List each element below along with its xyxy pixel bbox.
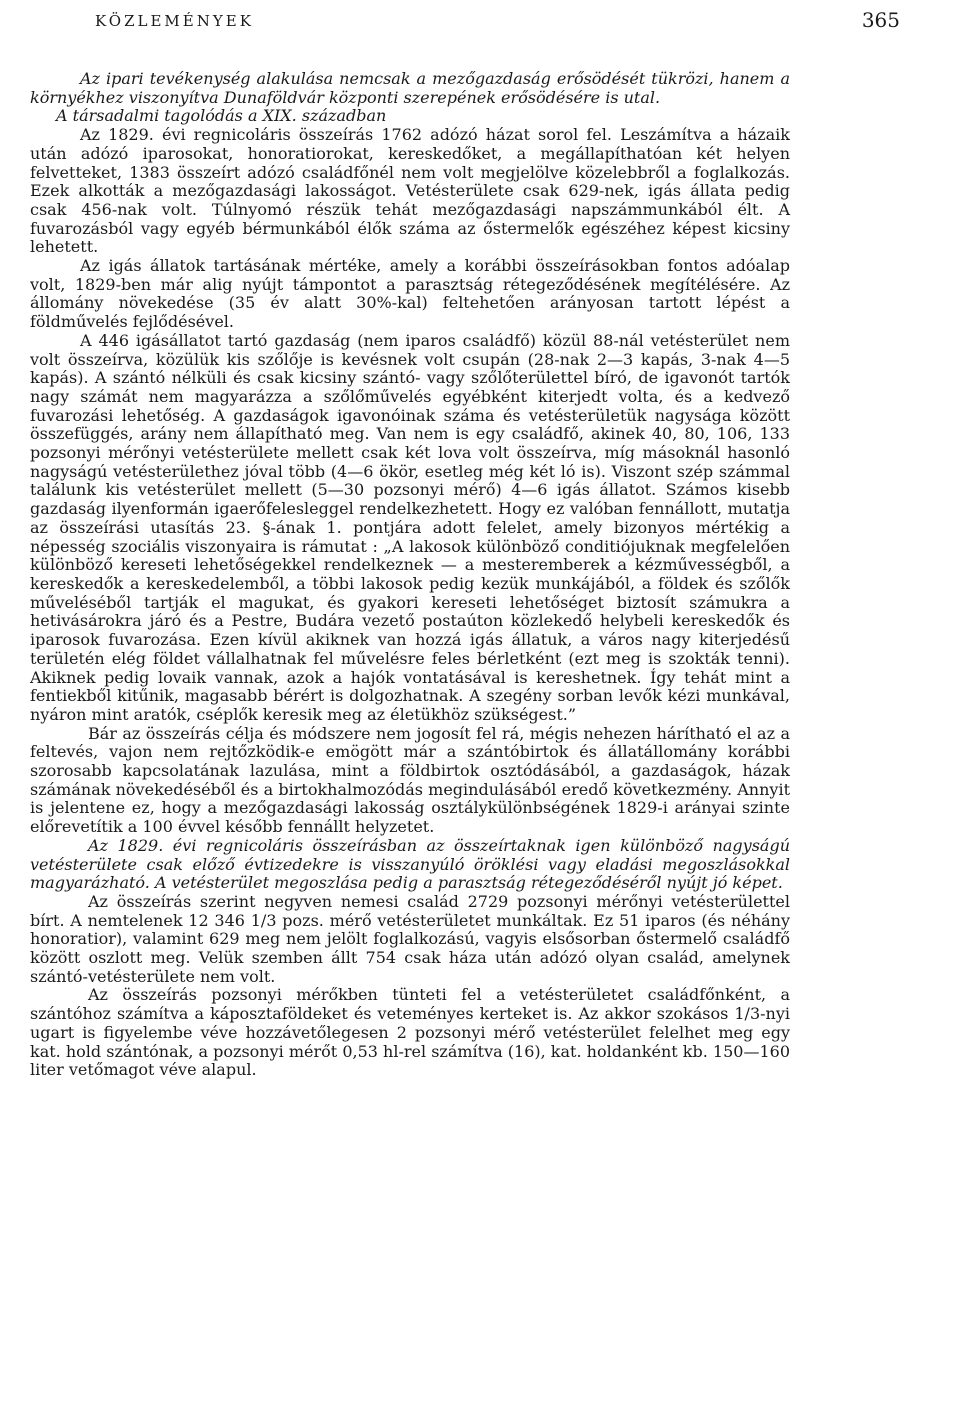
paragraph: Az 1829. évi regnicoláris összeírás 1762 adózó házat sorol fel. Leszámítva a házaik után adózó iparosokat, honoratiorokat, kereskedőket, a megállapíthatóan két helyen felvetteket, 1383 összeírt adózó családfőnél nem volt megjelölve közelebbről a foglalkozás. Ezek alkották a mezőgazdasági lakosságot. Vetésterülete csak 629-nek, igás állata pedig csak 456-nak volt. Túlnyomó részük tehát mezőgazdasági napszámmunkából élt. A fuvarozásból vagy egyéb bérmunkából élők száma az őstermelők egészéhez képest kicsiny lehetett.: [30, 125, 790, 257]
body-text: [30, 70, 790, 1080]
page-number: 365: [861, 8, 900, 32]
paragraph: Az összeírás szerint negyven nemesi család 2729 pozsonyi mérőnyi vetésterülettel bírt. A nemtelenek 12 346 1/3 pozs. mérő vetésterületet munkáltak. Ez 51 iparos (és néhány honoratior), valamint 629 meg nem jelölt foglalkozású, vagyis elsősorban őstermelő családfő között oszlott meg. Velük szemben állt 754 csak háza után adózó olyan család, amelynek szántó-vetésterülete nem volt.: [30, 891, 790, 986]
page-header: [95, 8, 900, 38]
paragraph: A 446 igásállatot tartó gazdaság (nem iparos családfő) közül 88-nál vetésterület nem volt összeírva, közülük kis szőlője is kevésnek volt csupán (28-nak 2—3 kapás, 3-nak 4—5 kapás). A szántó nélküli és csak kicsiny szántó- vagy szőlőterülettel bíró, de igavonót tartók nagy számát nem magyarázza a szőlőművelés egyébként kiterjedt volta, és a kedvező fuvarozási lehetőség. A gazdaságok igavonóinak száma és vetésterületük nagysága között összefüggés, arány nem állapítható meg. Van nem is egy családfő, akinek 40, 80, 106, 133 pozsonyi mérőnyi vetésterülete mellett csak két lova volt összeírva, míg másoknál hasonló nagyságú vetésterülethez jóval több (4—6 ökör, esetleg még két ló is). Viszont szép számmal találunk kis vetésterület mellett (5—30 pozsonyi mérő) 4—6 igás állatot. Számos kisebb gazdaság ilyenformán igaerőfelesleggel rendelkezhetett. Hogy ez valóban fennállott, mutatja az összeírási utasítás 23. §-ának 1. pontjára adott felelet, amely bizonyos mértékig a népesség szociális viszonyaira is rámutat : „A lakosok különböző conditiójuknak megfelelően különböző kereseti lehetőségekkel rendelkeznek — a mesteremberek a kézművességből, a kereskedők a kereskedelemből, a többi lakosok pedig kezük munkájából, a földek és szőlők műveléséből tartják el magukat, és gyakori kereseti lehetőséget biztosít számukra a hetivásárokra járó és a Pestre, Budára vezető postaúton közlekedő helybeli kereskedők és iparosok fuvarozása. Ezen kívül akiknek van hozzá igás állatuk, a város nagy kiterjedésű területén elég földet vállalhatnak fel művelésre feles bérletként (ezt meg is szokták tenni). Akiknek pedig lovaik vannak, azok a hajók vontatásával is kereshetnek. Így tehát mint a fentiekből kitűnik, magasabb bérért is dolgozhatnak. A szegény sorban levők kézi munkával, nyáron mint aratók, cséplők keresik meg az életükhöz szükségest.”: [30, 330, 790, 724]
paragraph: Az összeírás pozsonyi mérőkben tünteti fel a vetésterületet családfőnként, a szántóhoz számítva a káposztaföldeket és veteményes kerteket is. Az akkor szokásos 1/3-nyi ugart is figyelembe véve hozzávetőlegesen 2 pozsonyi mérő vetésterület felelhet meg egy kat. hold szántónak, a pozsonyi mérőt 0,53 hl-rel számítva (16), kat. holdanként kb. 150—160 liter vetőmagot véve alapul.: [30, 985, 790, 1080]
section-heading: A társadalmi tagolódás a XIX. században: [56, 106, 387, 126]
paragraph: Bár az összeírás célja és módszere nem jogosít fel rá, mégis nehezen hárítható el az a feltevés, vajon nem rejtőzködik-e emögött már a szántóbirtok és állatállomány korábbi szorosabb kapcsolatának lazulása, mint a földbirtok osztódásából, a gazdaságok, házak számának növekedéséből és a birtokhalmozódás megindulásából eredő következmény. Annyit is jelentene ez, hogy a mezőgazdasági lakosság osztálykülönbségének 1829-i arányai szinte előrevetítik a 100 évvel később fennállt helyzetet.: [30, 723, 790, 837]
paragraph: Az ipari tevékenység alakulása nemcsak a mezőgazdaság erősödését tükrözi, hanem a környékhez viszonyítva Dunaföldvár központi szerepének erősödésére is utal.: [30, 69, 790, 107]
running-title: KÖZLEMÉNYEK: [95, 12, 254, 30]
paragraph: Az 1829. évi regnicoláris összeírásban az összeírtaknak igen különböző nagyságú vetésterülete csak előző évtizedekre is visszanyúló öröklési vagy eladási megoszlásokkal magyarázható. A vetésterület megoszlása pedig a parasztság rétegeződéséről nyújt jó képet.: [30, 835, 790, 893]
paragraph: Az igás állatok tartásának mértéke, amely a korábbi összeírásokban fontos adóalap volt, 1829-ben már alig nyújt támpontot a parasztság rétegeződésének megítélésére. Az állomány növekedése (35 év alatt 30%-kal) feltehetően arányosan tartott lépést a földművelés fejlődésével.: [30, 256, 790, 332]
